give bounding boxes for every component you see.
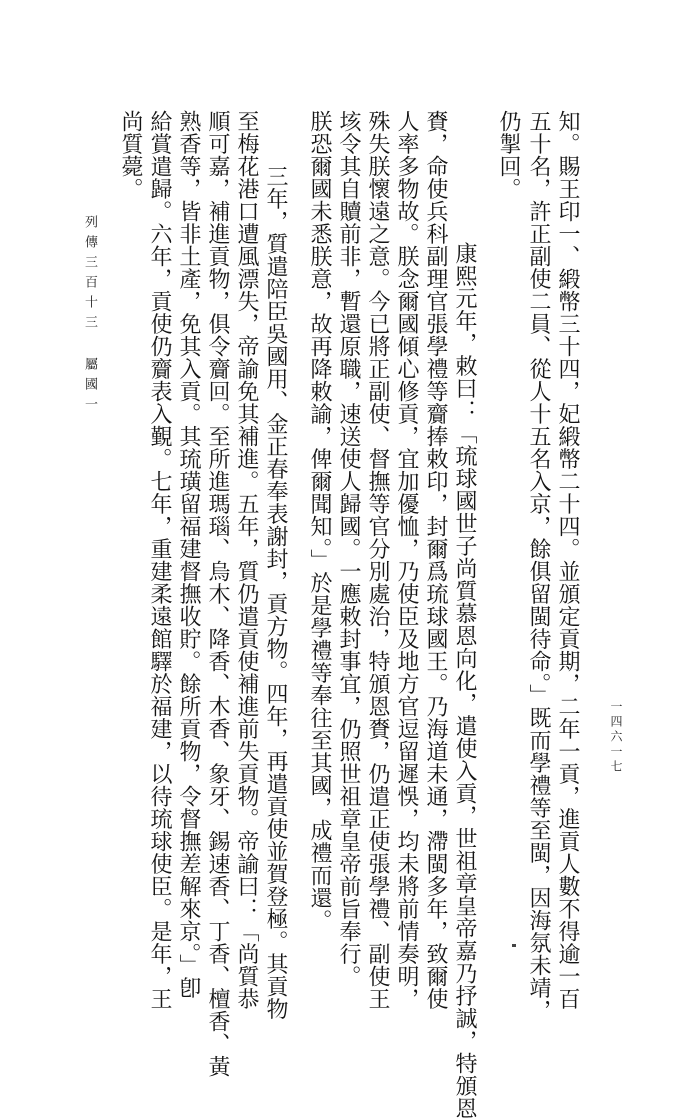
text-column-3: 仍掣回。 — [496, 110, 521, 200]
text-column-14: 給賞遣歸。六年，貢使仍齎表入覲。七年，重建柔遠館驛於福建，以待琉球使臣。是年，王 — [147, 110, 172, 1010]
text-column-8: 垓令其自贖前非，暫還原職，速送使人歸國。一應敕封事宜，仍照世祖章皇帝前旨奉行。 — [336, 110, 361, 988]
text-column-12: 順可嘉，補進貢物，俱令齎回。至所進瑪瑙、烏木、降香、木香、象牙、錫速香、丁香、檀香、黃 — [205, 110, 230, 1078]
text-column-13: 熟香等，皆非土產，免其入貢。其琉璜留福建督撫收貯。餘所貢物，令督撫差解來京。」卽 — [176, 110, 201, 999]
text-column-2: 五十名，許正副使二員、從人十五名入京，餘俱留閩待命。」既而學禮等至閩，因海氛未靖， — [526, 110, 551, 1022]
text-column-9: 朕恐爾國未悉朕意，故再降敕諭，俾爾聞知。」於是學禮等奉往至其國，成禮而還。 — [307, 110, 332, 932]
text-column-15: 尚質薨。 — [118, 110, 143, 200]
text-column-7: 殊失朕懷遠之意。今已將正副使、督撫等官分別處治，特頒恩賚，仍遣正使張學禮、副使王 — [365, 110, 390, 1010]
page-number: 一四六一七 — [609, 700, 623, 775]
print-mark — [512, 944, 516, 947]
text-column-10: 三年，質遣陪臣吳國用、金正春奉表謝封，貢方物。四年，再遣貢使並賀登極。其貢物 — [263, 165, 288, 1020]
running-head: 列傳三百十三 屬國一 — [82, 215, 97, 417]
text-column-5: 賚，命使兵科副理官張學禮等齎捧敕印，封爾爲琉球國王。乃海道未通，滯閩多年，致爾使 — [423, 110, 448, 1010]
text-column-1: 知。賜王印一、緞幣三十四，妃緞幣二十四。並頒定貢期，二年一貢，進貢人數不得逾一百 — [555, 110, 580, 1010]
text-column-11: 至梅花港口遭風漂失，帝諭免其補進。五年，質仍遣貢使補進前失貢物。帝諭曰：「尚質恭 — [234, 110, 259, 1010]
text-column-6: 人率多物故。朕念爾國傾心修貢，宜加優恤，乃使臣及地方官逗留遲悞，均未將前情奏明， — [394, 110, 419, 1010]
text-column-4: 康熙元年，敕曰：「琉球國世子尚質慕恩向化，遣使入貢，世祖章皇帝嘉乃抒誠，特頒恩 — [452, 242, 477, 1120]
